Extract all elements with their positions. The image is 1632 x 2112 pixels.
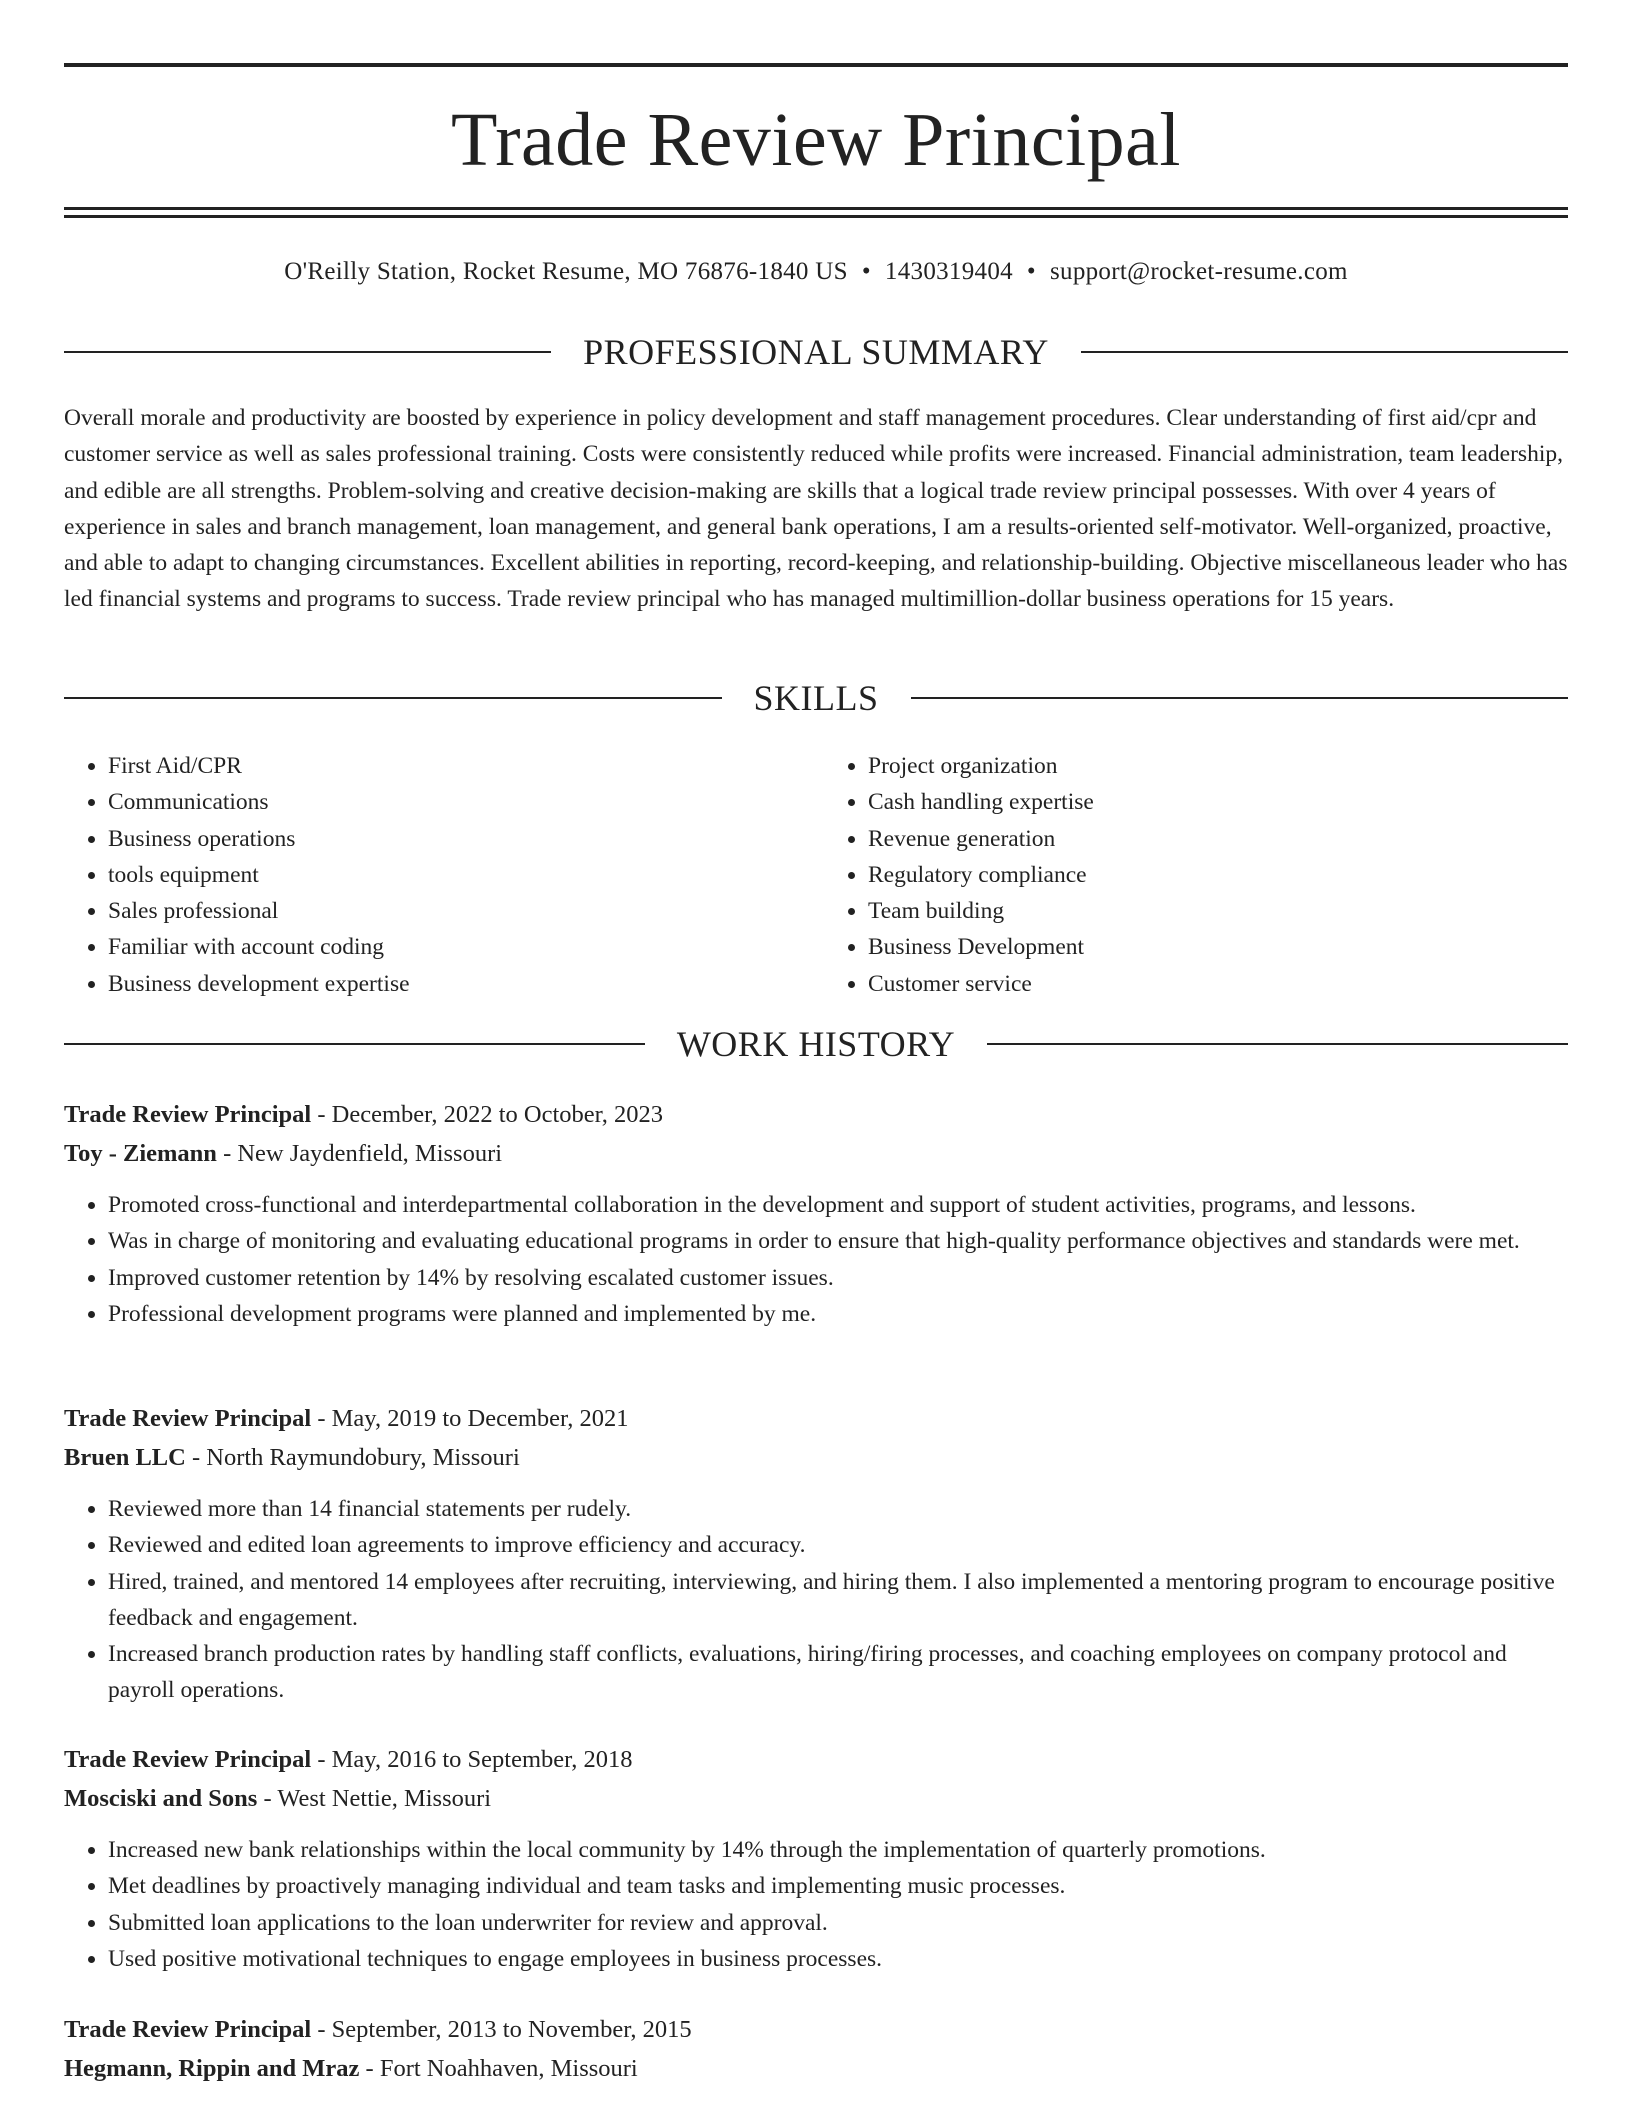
job-bullet: • Met deadlines by proactively managing individual and team tasks and implementing music processes. xyxy=(108,1868,1568,1904)
skill-item: • Business operations xyxy=(108,821,806,857)
section-title-work: WORK HISTORY xyxy=(676,1024,956,1064)
section-header-work xyxy=(64,1022,1568,1066)
section-rule-right xyxy=(987,1043,1568,1045)
job-bullet: • Promoted cross-functional and interdepartmental collaboration in the development and support of student activities, programs, and lessons. xyxy=(108,1187,1568,1223)
job-dates: - May, 2016 to September, 2018 xyxy=(311,1746,633,1773)
section-rule-left xyxy=(64,351,551,353)
professional-summary-text: Overall morale and productivity are boosted by experience in policy development and staff management procedures. Clear understanding of first aid/cpr and customer service as well as sales professional training. Costs were consistently reduced while profits were increased. Financial administration, team leadership, and edible are all strengths. Problem-solving and creative decision-making are skills that a logical trade review principal possesses. With over 4 years of experience in sales and branch management, loan management, and general bank operations, I am a results-oriented self-motivator. Well-organized, proactive, and able to adapt to changing circumstances. Excellent abilities in reporting, record-keeping, and relationship-building. Objective miscellaneous leader who has led financial systems and programs to success. Trade review principal who has managed multimillion-dollar business operations for 15 years. xyxy=(64,405,1568,613)
skill-item: • Familiar with account coding xyxy=(108,929,806,965)
job-company-line xyxy=(64,1135,1568,1173)
skills-column-right xyxy=(824,748,1568,1002)
job-company: Hegmann, Rippin and Mraz xyxy=(64,2055,360,2082)
skill-item: • Customer service xyxy=(868,966,1568,1002)
section-header-summary xyxy=(64,330,1568,374)
skill-item: • Project organization xyxy=(868,748,1568,784)
section-rule-left xyxy=(64,697,722,699)
job-company-line xyxy=(64,1439,1568,1477)
skill-item: • First Aid/CPR xyxy=(108,748,806,784)
job-bullet: • Increased new bank relationships within the local community by 14% through the implementation of quarterly promotions. xyxy=(108,1832,1568,1868)
skill-item: • Cash handling expertise xyxy=(868,784,1568,820)
skill-item: • Business Development xyxy=(868,929,1568,965)
contact-phone: 1430319404 xyxy=(884,258,1013,285)
contact-email: support@rocket-resume.com xyxy=(1049,258,1348,285)
job-bullet: • Hired, trained, and mentored 14 employees after recruiting, interviewing, and hiring them. I also implemented a mentoring program to encourage positive feedback and engagement. xyxy=(108,1564,1568,1637)
contact-line xyxy=(64,254,1568,290)
skill-item: • Sales professional xyxy=(108,893,806,929)
job-location: - Fort Noahhaven, Missouri xyxy=(359,2055,638,2082)
job-title: Trade Review Principal xyxy=(64,1405,312,1432)
job-bullet: • Increased branch production rates by handling staff conflicts, evaluations, hiring/firing processes, and coaching employees on company protocol and payroll operations. xyxy=(108,1636,1568,1709)
job-location: - West Nettie, Missouri xyxy=(257,1785,492,1812)
job-company: Mosciski and Sons xyxy=(64,1785,258,1812)
contact-separator: • xyxy=(861,258,871,285)
skill-item: • Team building xyxy=(868,893,1568,929)
section-header-skills xyxy=(64,676,1568,720)
job-bullets xyxy=(64,1187,1568,1332)
job-title-line xyxy=(64,1096,1568,1134)
skill-item: • Regulatory compliance xyxy=(868,857,1568,893)
contact-separator: • xyxy=(1026,258,1036,285)
job-bullet: • Was in charge of monitoring and evaluating educational programs in order to ensure that high-quality performance objectives and standards were met. xyxy=(108,1223,1568,1259)
section-rule-left xyxy=(64,1043,645,1045)
job-bullet: • Professional development programs were planned and implemented by me. xyxy=(108,1296,1568,1332)
job-bullet: • Reviewed more than 14 financial statements per rudely. xyxy=(108,1491,1568,1527)
job-dates: - September, 2013 to November, 2015 xyxy=(311,2016,692,2043)
job-title-line xyxy=(64,1400,1568,1438)
job-bullet: • Used positive motivational techniques to engage employees in business processes. xyxy=(108,1941,1568,1977)
job-entry xyxy=(64,1096,1568,1332)
job-dates: - December, 2022 to October, 2023 xyxy=(311,1101,664,1128)
header-top-rule xyxy=(64,63,1568,67)
job-title: Trade Review Principal xyxy=(64,2016,312,2043)
job-title-line xyxy=(64,1741,1568,1779)
job-entry xyxy=(64,2011,1568,2088)
job-bullets xyxy=(64,1491,1568,1709)
job-location: - New Jaydenfield, Missouri xyxy=(216,1140,503,1167)
section-title-summary: PROFESSIONAL SUMMARY xyxy=(583,332,1049,372)
contact-address: O'Reilly Station, Rocket Resume, MO 76876-1840 US xyxy=(284,258,848,285)
skill-item: • tools equipment xyxy=(108,857,806,893)
skills-list xyxy=(64,748,1568,1002)
job-bullet: • Reviewed and edited loan agreements to improve efficiency and accuracy. xyxy=(108,1527,1568,1563)
skill-item: • Business development expertise xyxy=(108,966,806,1002)
job-title: Trade Review Principal xyxy=(64,1101,312,1128)
candidate-name: Trade Review Principal xyxy=(450,98,1182,182)
job-location: - North Raymundobury, Missouri xyxy=(185,1444,520,1471)
job-bullet: • Improved customer retention by 14% by resolving escalated customer issues. xyxy=(108,1260,1568,1296)
job-company-line xyxy=(64,2050,1568,2088)
job-title-line xyxy=(64,2011,1568,2049)
section-title-skills: SKILLS xyxy=(753,678,879,718)
section-rule-right xyxy=(911,697,1569,699)
job-dates: - May, 2019 to December, 2021 xyxy=(311,1405,629,1432)
skills-column-left xyxy=(64,748,806,1002)
job-title: Trade Review Principal xyxy=(64,1746,312,1773)
section-rule-right xyxy=(1081,351,1568,353)
header-double-rule xyxy=(64,207,1568,218)
skill-item: • Revenue generation xyxy=(868,821,1568,857)
job-entry xyxy=(64,1741,1568,1977)
skill-item: • Communications xyxy=(108,784,806,820)
job-company: Toy - Ziemann xyxy=(64,1140,217,1167)
job-bullet: • Submitted loan applications to the loan underwriter for review and approval. xyxy=(108,1905,1568,1941)
job-company-line xyxy=(64,1780,1568,1818)
job-company: Bruen LLC xyxy=(64,1444,186,1471)
job-bullets xyxy=(64,1832,1568,1977)
job-entry xyxy=(64,1400,1568,1709)
